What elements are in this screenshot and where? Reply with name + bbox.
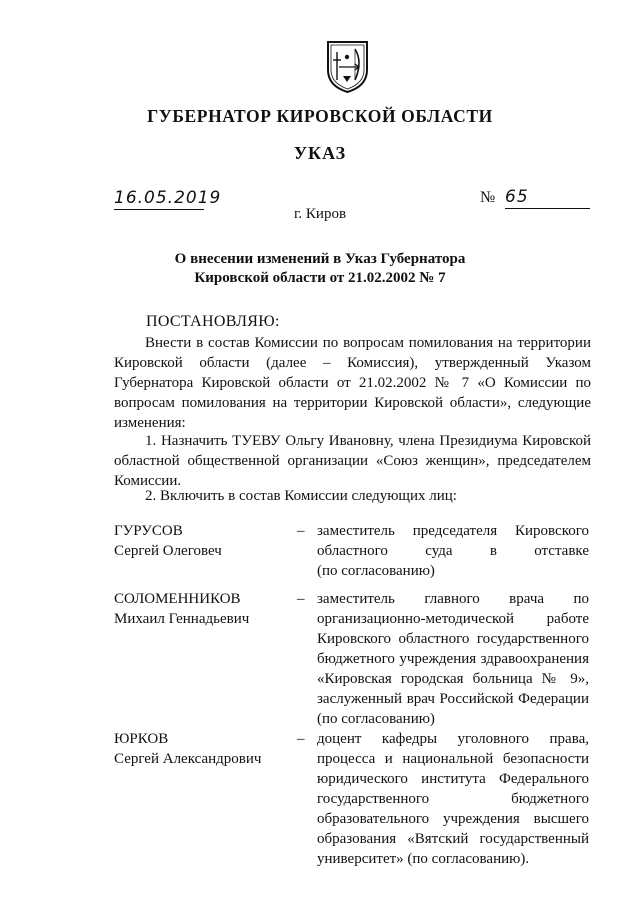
- document-date: 16.05.2019: [114, 188, 222, 208]
- member-description: [317, 589, 589, 729]
- coat-of-arms-emblem: [325, 40, 370, 94]
- member-name: [114, 521, 294, 561]
- member-dash: –: [297, 731, 305, 747]
- member-description-last: (по согласованию): [317, 711, 435, 727]
- member-given-names: Сергей Олеговеч: [114, 543, 222, 559]
- member-description-main: заместитель председателя Кировского областного суда в отставке: [317, 523, 589, 559]
- member-given-names: Сергей Александрович: [114, 751, 262, 767]
- member-name: [114, 589, 294, 629]
- member-description-last: университет» (по согласованию).: [317, 851, 530, 867]
- document-type-heading: УКАЗ: [293, 143, 347, 163]
- member-dash: –: [297, 591, 305, 607]
- member-description-main: доцент кафедры уголовного права, процесса и национальной безопасности юридического института Федерального государственного бюджетного образовательного учреждения высшего образования «Вятский государственный: [317, 731, 589, 847]
- member-dash: –: [297, 523, 305, 539]
- paragraph-1: Внести в состав Комиссии по вопросам помилования на территории Кировской области (далее – Комиссия), утвержденный Указом Губернатора Кировской области от 21.02.2002 № 7 «О Комиссии по вопросам помилования на территории Кировской области», следующие изменения:: [114, 335, 591, 431]
- member-description-last: (по согласованию): [317, 563, 435, 579]
- title-line-1: О внесении изменений в Указ Губернатора: [174, 251, 466, 267]
- member-surname: СОЛОМЕННИКОВ: [114, 591, 241, 607]
- paragraph-2: 1. Назначить ТУЕВУ Ольгу Ивановну, члена Президиума Кировской областной общественной организации «Союз женщин», председателем Комиссии.: [114, 433, 591, 489]
- member-name: [114, 729, 294, 769]
- member-description: [317, 729, 589, 869]
- member-surname: ЮРКОВ: [114, 731, 169, 747]
- number-sign: №: [480, 189, 496, 206]
- issuer-heading: ГУБЕРНАТОР КИРОВСКОЙ ОБЛАСТИ: [147, 106, 493, 126]
- document-number: 65: [505, 187, 590, 209]
- paragraph-3: 2. Включить в состав Комиссии следующих лиц:: [145, 488, 457, 504]
- document-title: [0, 250, 640, 288]
- title-line-2: Кировской области от 21.02.2002 № 7: [194, 270, 446, 286]
- member-description: [317, 521, 589, 581]
- member-description-main: заместитель главного врача по организационно-методической работе Кировского областного государственного бюджетного учреждения здравоохранения «Кировская городская больница № 9», заслуженный врач Российской Федерации: [317, 591, 589, 707]
- member-surname: ГУРУСОВ: [114, 523, 183, 539]
- member-given-names: Михаил Геннадьевич: [114, 611, 250, 627]
- city-line: г. Киров: [293, 206, 347, 222]
- decree-word: ПОСТАНОВЛЯЮ:: [146, 313, 280, 330]
